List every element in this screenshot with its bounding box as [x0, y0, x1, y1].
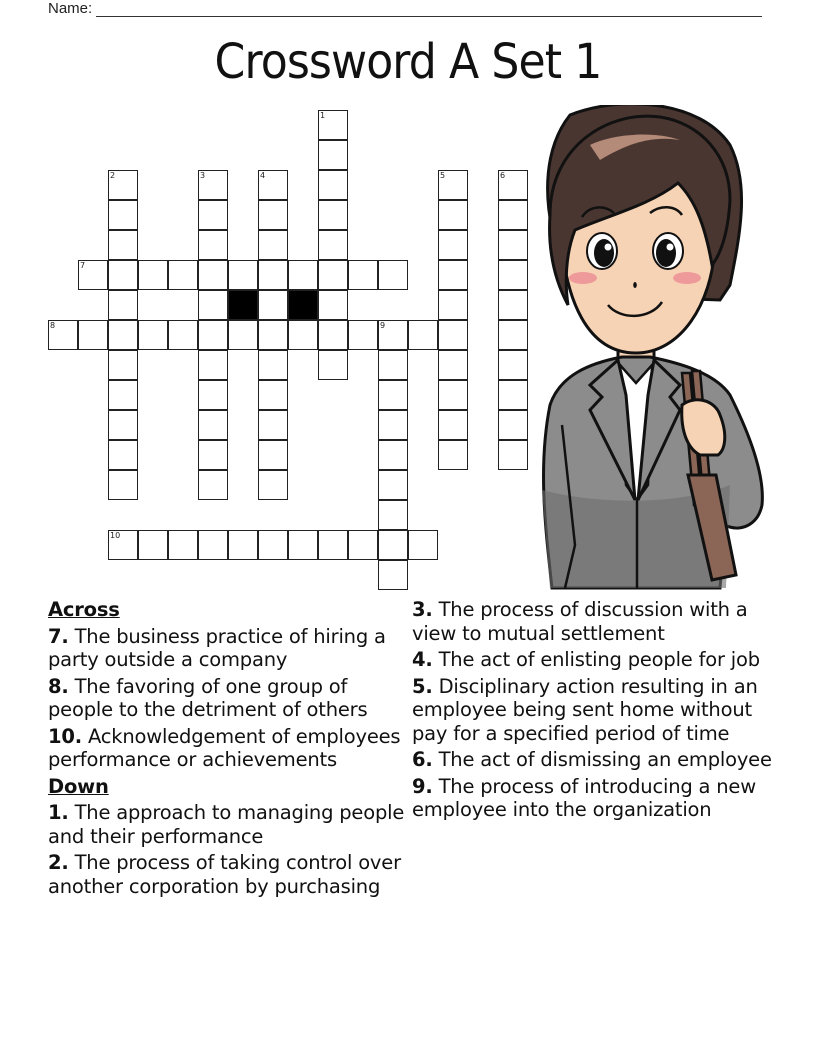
- grid-cell[interactable]: [108, 530, 138, 560]
- grid-cell[interactable]: [138, 260, 168, 290]
- grid-cell[interactable]: [438, 440, 468, 470]
- grid-cell[interactable]: [108, 170, 138, 200]
- grid-cell[interactable]: [198, 320, 228, 350]
- grid-cell[interactable]: [498, 200, 528, 230]
- grid-cell[interactable]: [318, 530, 348, 560]
- grid-cell[interactable]: [78, 320, 108, 350]
- clue-number-label: 7: [80, 261, 86, 270]
- grid-cell[interactable]: [348, 320, 378, 350]
- name-label: Name:: [48, 0, 93, 17]
- grid-cell[interactable]: [378, 500, 408, 530]
- clue-number-label: 5: [440, 171, 446, 180]
- grid-cell[interactable]: [108, 290, 138, 320]
- grid-cell[interactable]: [438, 350, 468, 380]
- grid-cell[interactable]: [108, 440, 138, 470]
- grid-cell[interactable]: [318, 140, 348, 170]
- clues-left-column: [48, 598, 408, 901]
- grid-cell[interactable]: [198, 200, 228, 230]
- clue-number-label: 2: [110, 171, 116, 180]
- grid-cell[interactable]: [198, 170, 228, 200]
- grid-cell[interactable]: [258, 290, 288, 320]
- clue-number-label: 8: [50, 321, 56, 330]
- clue-down-3: 3. The process of discussion with a view to mutual settlement: [412, 598, 748, 645]
- grid-cell[interactable]: [378, 410, 408, 440]
- grid-cell[interactable]: [198, 380, 228, 410]
- clue-down-1: 1. The approach to managing people and their performance: [48, 801, 405, 848]
- grid-cell[interactable]: [348, 260, 378, 290]
- grid-cell[interactable]: [438, 260, 468, 290]
- grid-cell[interactable]: [378, 470, 408, 500]
- grid-cell[interactable]: [258, 530, 288, 560]
- down-heading: Down: [48, 774, 109, 798]
- grid-cell[interactable]: [78, 260, 108, 290]
- grid-cell[interactable]: [498, 290, 528, 320]
- grid-cell[interactable]: [258, 170, 288, 200]
- grid-cell[interactable]: [318, 350, 348, 380]
- grid-cell[interactable]: [288, 530, 318, 560]
- grid-cell[interactable]: [318, 170, 348, 200]
- grid-cell[interactable]: [318, 230, 348, 260]
- clue-across-8: 8. The favoring of one group of people to the detriment of others: [48, 674, 368, 721]
- grid-cell[interactable]: [498, 410, 528, 440]
- grid-cell[interactable]: [498, 350, 528, 380]
- grid-cell[interactable]: [258, 260, 288, 290]
- grid-cell[interactable]: [408, 530, 438, 560]
- grid-cell[interactable]: [108, 350, 138, 380]
- grid-cell[interactable]: [438, 410, 468, 440]
- grid-cell[interactable]: [318, 200, 348, 230]
- clue-down-9: 9. The process of introducing a new employee into the organization: [412, 774, 756, 821]
- grid-cell[interactable]: [378, 560, 408, 590]
- across-heading: Across: [48, 598, 120, 621]
- grid-cell[interactable]: [138, 320, 168, 350]
- grid-cell[interactable]: [288, 260, 318, 290]
- grid-cell[interactable]: [318, 290, 348, 320]
- grid-cell[interactable]: [258, 230, 288, 260]
- grid-cell[interactable]: [198, 290, 228, 320]
- grid-cell[interactable]: [258, 320, 288, 350]
- grid-cell[interactable]: [498, 260, 528, 290]
- grid-cell[interactable]: [378, 530, 408, 560]
- grid-cell[interactable]: [168, 320, 198, 350]
- grid-cell[interactable]: [438, 290, 468, 320]
- grid-cell[interactable]: [258, 410, 288, 440]
- page-title: Crossword A Set 1: [214, 34, 602, 90]
- businesswoman-illustration: [530, 105, 775, 590]
- grid-cell[interactable]: [198, 410, 228, 440]
- grid-cell[interactable]: [498, 440, 528, 470]
- clue-number-label: 3: [200, 171, 206, 180]
- grid-cell[interactable]: [198, 470, 228, 500]
- grid-cell[interactable]: [258, 470, 288, 500]
- grid-cell[interactable]: [498, 380, 528, 410]
- grid-cell[interactable]: [258, 350, 288, 380]
- grid-cell[interactable]: [108, 320, 138, 350]
- clues-right-column: [412, 598, 782, 825]
- grid-cell[interactable]: [498, 320, 528, 350]
- grid-cell[interactable]: [198, 440, 228, 470]
- clue-number-label: 9: [380, 321, 386, 330]
- black-cell: [288, 290, 318, 320]
- grid-cell[interactable]: [168, 530, 198, 560]
- grid-cell[interactable]: [228, 530, 258, 560]
- grid-cell[interactable]: [438, 320, 468, 350]
- grid-cell[interactable]: [438, 380, 468, 410]
- grid-cell[interactable]: [498, 170, 528, 200]
- grid-cell[interactable]: [378, 440, 408, 470]
- grid-cell[interactable]: [438, 170, 468, 200]
- grid-cell[interactable]: [288, 320, 318, 350]
- grid-cell[interactable]: [48, 320, 78, 350]
- grid-cell[interactable]: [318, 110, 348, 140]
- clue-down-2: 2. The process of taking control over another corporation by purchasing: [48, 851, 401, 898]
- grid-cell[interactable]: [378, 260, 408, 290]
- black-cell: [228, 290, 258, 320]
- grid-cell[interactable]: [438, 230, 468, 260]
- clue-number-label: 6: [500, 171, 506, 180]
- clue-down-6: 6. The act of dismissing an employee: [412, 748, 772, 771]
- grid-cell[interactable]: [108, 470, 138, 500]
- grid-cell[interactable]: [318, 260, 348, 290]
- grid-cell[interactable]: [228, 320, 258, 350]
- clue-number-label: 4: [260, 171, 266, 180]
- grid-cell[interactable]: [438, 200, 468, 230]
- grid-cell[interactable]: [168, 260, 198, 290]
- grid-cell[interactable]: [348, 530, 378, 560]
- grid-cell[interactable]: [198, 350, 228, 380]
- clue-number-label: 10: [110, 531, 121, 540]
- clue-across-7: 7. The business practice of hiring a party outside a company: [48, 624, 386, 671]
- grid-cell[interactable]: [318, 320, 348, 350]
- grid-cell[interactable]: [108, 260, 138, 290]
- grid-cell[interactable]: [498, 230, 528, 260]
- grid-cell[interactable]: [198, 260, 228, 290]
- grid-cell[interactable]: [108, 380, 138, 410]
- grid-cell[interactable]: [378, 350, 408, 380]
- grid-cell[interactable]: [198, 230, 228, 260]
- grid-cell[interactable]: [108, 230, 138, 260]
- grid-cell[interactable]: [108, 410, 138, 440]
- grid-cell[interactable]: [108, 200, 138, 230]
- clue-down-5: 5. Disciplinary action resulting in an employee being sent home without pay for a specified period of time: [412, 674, 758, 745]
- clue-number-label: 1: [320, 111, 326, 120]
- grid-cell[interactable]: [258, 200, 288, 230]
- grid-cell[interactable]: [378, 320, 408, 350]
- clue-across-10: 10. Acknowledgement of employees performance or achievements: [48, 724, 401, 771]
- clue-down-4: 4. The act of enlisting people for job: [412, 648, 760, 671]
- grid-cell[interactable]: [138, 530, 168, 560]
- grid-cell[interactable]: [228, 260, 258, 290]
- grid-cell[interactable]: [198, 530, 228, 560]
- grid-cell[interactable]: [258, 380, 288, 410]
- grid-cell[interactable]: [378, 380, 408, 410]
- grid-cell[interactable]: [408, 320, 438, 350]
- grid-cell[interactable]: [258, 440, 288, 470]
